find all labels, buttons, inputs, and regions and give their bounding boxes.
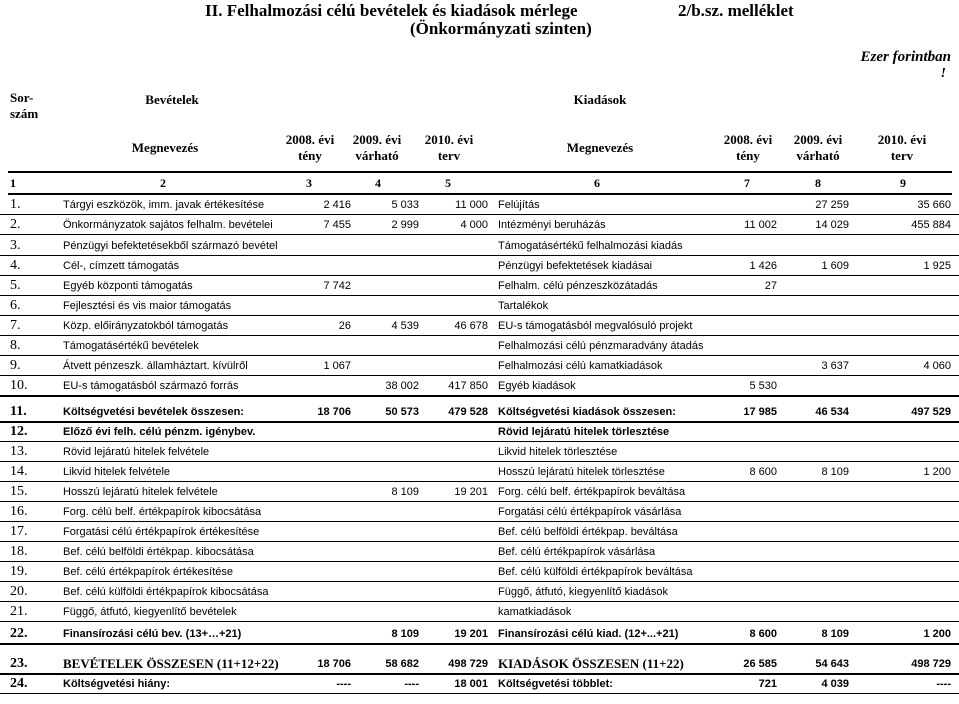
expense-2009: 46 534 <box>815 406 849 418</box>
table-row <box>0 276 959 296</box>
column-number: 7 <box>744 176 750 190</box>
row-number: 13. <box>10 444 28 459</box>
expense-name: Függő, átfutó, kiegyenlítő kiadások <box>498 586 668 598</box>
header-2008-left: 2008. évi tény <box>285 132 335 163</box>
income-name: Tárgyi eszközök, imm. javak értékesítése <box>63 199 265 211</box>
income-2008: 1 067 <box>323 360 351 372</box>
column-number: 1 <box>10 176 16 190</box>
income-2010: 417 850 <box>448 380 488 392</box>
row-number: 11. <box>10 404 27 419</box>
table-row <box>0 622 959 645</box>
row-number: 10. <box>10 378 28 393</box>
expense-name: Felújítás <box>498 199 540 211</box>
row-number: 16. <box>10 504 28 519</box>
income-name: EU-s támogatásból származó forrás <box>63 380 239 392</box>
row-number: 9. <box>10 358 21 373</box>
row-number: 6. <box>10 298 21 313</box>
column-number: 6 <box>594 176 600 190</box>
row-number: 12. <box>10 424 28 439</box>
income-name: Támogatásértékű bevételek <box>63 340 199 352</box>
row-number: 24. <box>10 676 28 691</box>
expense-2010: 1 925 <box>923 260 951 272</box>
header-bevetelek: Bevételek <box>145 92 199 107</box>
income-2010: 498 729 <box>448 658 488 670</box>
expense-2009: 1 609 <box>821 260 849 272</box>
income-name: Likvid hitelek felvétele <box>63 466 171 478</box>
income-name: Közp. előirányzatokból támogatás <box>63 320 229 332</box>
expense-name: Hosszú lejáratú hitelek törlesztése <box>498 466 665 478</box>
row-number: 22. <box>10 626 28 641</box>
income-name: Bef. célú értékpapírok értékesítése <box>63 566 233 578</box>
row-number: 20. <box>10 584 28 599</box>
expense-2009: 8 109 <box>821 628 849 640</box>
column-numbers <box>0 176 959 192</box>
expense-2009: 4 039 <box>821 678 849 690</box>
income-2009: 5 033 <box>391 199 419 211</box>
income-2010: 46 678 <box>454 320 488 332</box>
header-2008-right: 2008. évi tény <box>723 132 773 163</box>
income-name: Függő, átfutó, kiegyenlítő bevételek <box>63 606 237 618</box>
income-2009: 38 002 <box>385 380 419 392</box>
income-2008: ---- <box>336 678 351 690</box>
income-2008: 26 <box>338 320 351 332</box>
expense-name: Felhalm. célú pénzeszközátadás <box>498 280 658 292</box>
column-number: 9 <box>900 176 906 190</box>
income-2009: 8 109 <box>391 486 419 498</box>
expense-2008: 8 600 <box>749 466 777 478</box>
expense-2008: 26 585 <box>743 658 777 670</box>
column-number: 5 <box>445 176 451 190</box>
page-title: II. Felhalmozási célú bevételek és kiadások mérlege <box>205 1 578 20</box>
page-subtitle: (Önkormányzati szinten) <box>410 19 592 38</box>
unit-mark: ! <box>940 66 946 81</box>
table-row <box>0 675 959 694</box>
expense-2010: ---- <box>936 678 951 690</box>
income-2010: 19 201 <box>454 486 488 498</box>
expense-2010: 498 729 <box>911 658 951 670</box>
expense-name: Felhalmozási célú pénzmaradvány átadás <box>498 340 704 352</box>
income-name: Hosszú lejáratú hitelek felvétele <box>63 486 218 498</box>
income-2008: 2 416 <box>323 199 351 211</box>
income-2008: 7 742 <box>323 280 351 292</box>
table-row <box>0 215 959 235</box>
income-2009: 58 682 <box>385 658 419 670</box>
income-2009: 50 573 <box>385 406 419 418</box>
income-name: Költségvetési hiány: <box>63 678 170 690</box>
income-name: Bef. célú belföldi értékpap. kibocsátása <box>63 546 254 558</box>
expense-name: Támogatásértékű felhalmozási kiadás <box>498 240 683 252</box>
table-row <box>0 397 959 423</box>
income-name: Önkormányzatok sajátos felhalm. bevételei <box>63 219 273 231</box>
expense-name: Felhalmozási célú kamatkiadások <box>498 360 663 372</box>
income-2008: 18 706 <box>317 406 351 418</box>
income-2009: ---- <box>404 678 419 690</box>
column-number: 3 <box>306 176 312 190</box>
expense-2010: 4 060 <box>923 360 951 372</box>
expense-name: Tartalékok <box>498 300 549 312</box>
column-number: 4 <box>375 176 381 190</box>
row-number: 4. <box>10 258 21 273</box>
table-row <box>0 336 959 356</box>
expense-name: Költségvetési kiadások összesen: <box>498 406 676 418</box>
header-megnevezes-right: Megnevezés <box>566 140 634 155</box>
row-number: 23. <box>10 656 28 671</box>
table-row <box>0 562 959 582</box>
expense-name: KIADÁSOK ÖSSZESEN (11+22) <box>498 656 684 671</box>
expense-2009: 54 643 <box>815 658 849 670</box>
table-row <box>0 442 959 462</box>
table-row <box>0 256 959 276</box>
income-name: Bef. célú külföldi értékpapírok kibocsátása <box>63 586 269 598</box>
row-number: 8. <box>10 338 21 353</box>
expense-2009: 14 029 <box>815 219 849 231</box>
row-number: 14. <box>10 464 28 479</box>
row-number: 7. <box>10 318 21 333</box>
table-row <box>0 462 959 482</box>
expense-name: Forgatási célú értékpapírok vásárlása <box>498 506 682 518</box>
row-number: 1. <box>10 197 21 212</box>
header-megnevezes-left: Megnevezés <box>131 140 199 155</box>
income-name: Finansírozási célú bev. (13+…+21) <box>63 628 242 640</box>
header-2009-left: 2009. évi várható <box>352 132 402 163</box>
header-2009-right: 2009. évi várható <box>793 132 843 163</box>
expense-2009: 3 637 <box>821 360 849 372</box>
expense-name: Rövid lejáratú hitelek törlesztése <box>498 426 670 438</box>
table-row <box>0 316 959 336</box>
expense-name: Bef. célú belföldi értékpap. beváltása <box>498 526 678 538</box>
balance-table <box>0 195 959 694</box>
annex-label: 2/b.sz. melléklet <box>678 1 794 20</box>
income-name: Forg. célú belf. értékpapírok kibocsátása <box>63 506 262 518</box>
expense-2008: 27 <box>764 280 777 292</box>
row-number: 18. <box>10 544 28 559</box>
income-name: Rövid lejáratú hitelek felvétele <box>63 446 210 458</box>
column-number: 8 <box>815 176 821 190</box>
table-row <box>0 582 959 602</box>
expense-2008: 1 426 <box>749 260 777 272</box>
table-row <box>0 482 959 502</box>
expense-name: Likvid hitelek törlesztése <box>498 446 618 458</box>
unit-label: Ezer forintban <box>860 49 951 65</box>
expense-name: Bef. célú külföldi értékpapírok beváltása <box>498 566 693 578</box>
expense-2009: 27 259 <box>815 199 849 211</box>
income-2010: 4 000 <box>460 219 488 231</box>
table-row <box>0 502 959 522</box>
row-number: 2. <box>10 217 21 232</box>
table-row <box>0 602 959 622</box>
row-number: 21. <box>10 604 28 619</box>
table-row <box>0 235 959 256</box>
expense-name: Forg. célú belf. értékpapírok beváltása <box>498 486 686 498</box>
table-row <box>0 195 959 215</box>
table-row <box>0 645 959 675</box>
expense-2008: 721 <box>758 678 777 690</box>
expense-2008: 17 985 <box>743 406 777 418</box>
table-row <box>0 542 959 562</box>
table-row <box>0 376 959 397</box>
income-2009: 4 539 <box>391 320 419 332</box>
income-name: Előző évi felh. célú pénzm. igénybev. <box>63 426 256 438</box>
row-number: 19. <box>10 564 28 579</box>
income-2010: 19 201 <box>454 628 488 640</box>
income-2009: 2 999 <box>391 219 419 231</box>
table-row <box>0 356 959 376</box>
table-row <box>0 522 959 542</box>
expense-name: EU-s támogatásból megvalósuló projekt <box>498 320 693 332</box>
income-name: Forgatási célú értékpapírok értékesítése <box>63 526 260 538</box>
expense-2010: 35 660 <box>917 199 951 211</box>
header-divider <box>8 171 952 173</box>
expense-name: Intézményi beruházás <box>498 219 606 231</box>
expense-name: Bef. célú értékpapírok vásárlása <box>498 546 656 558</box>
income-name: Egyéb központi támogatás <box>63 280 193 292</box>
expense-2010: 455 884 <box>911 219 951 231</box>
income-2009: 8 109 <box>391 628 419 640</box>
income-name: Pénzügyi befektetésekből származó bevétel <box>63 240 278 252</box>
table-row <box>0 296 959 316</box>
income-name: Fejlesztési és vis maior támogatás <box>63 300 232 312</box>
header-sorszam: Sor- szám <box>10 90 39 121</box>
income-name: Költségvetési bevételek összesen: <box>63 406 244 418</box>
column-number: 2 <box>160 176 166 190</box>
income-2008: 7 455 <box>323 219 351 231</box>
expense-2010: 497 529 <box>911 406 951 418</box>
header-kiadasok: Kiadások <box>573 92 627 107</box>
income-2010: 18 001 <box>454 678 488 690</box>
expense-name: kamatkiadások <box>498 606 572 618</box>
header-2010-right: 2010. évi terv <box>877 132 927 163</box>
income-name: Cél-, címzett támogatás <box>63 260 180 272</box>
expense-2008: 11 002 <box>744 219 777 231</box>
income-name: BEVÉTELEK ÖSSZESEN (11+12+22) <box>63 656 279 671</box>
income-2010: 479 528 <box>448 406 488 418</box>
expense-2010: 1 200 <box>923 628 951 640</box>
expense-name: Költségvetési többlet: <box>498 678 613 690</box>
table-row <box>0 423 959 442</box>
expense-name: Finansírozási célú kiad. (12+...+21) <box>498 628 679 640</box>
income-2010: 11 000 <box>455 199 488 211</box>
expense-2009: 8 109 <box>821 466 849 478</box>
expense-2010: 1 200 <box>923 466 951 478</box>
expense-name: Egyéb kiadások <box>498 380 576 392</box>
row-number: 17. <box>10 524 28 539</box>
expense-2008: 5 530 <box>749 380 777 392</box>
expense-name: Pénzügyi befektetések kiadásai <box>498 260 653 272</box>
row-number: 3. <box>10 238 21 253</box>
income-2008: 18 706 <box>317 658 351 670</box>
header-2010-left: 2010. évi terv <box>424 132 474 163</box>
income-name: Átvett pénzeszk. államháztart. kívülről <box>63 360 248 372</box>
expense-2008: 8 600 <box>749 628 777 640</box>
row-number: 15. <box>10 484 28 499</box>
row-number: 5. <box>10 278 21 293</box>
